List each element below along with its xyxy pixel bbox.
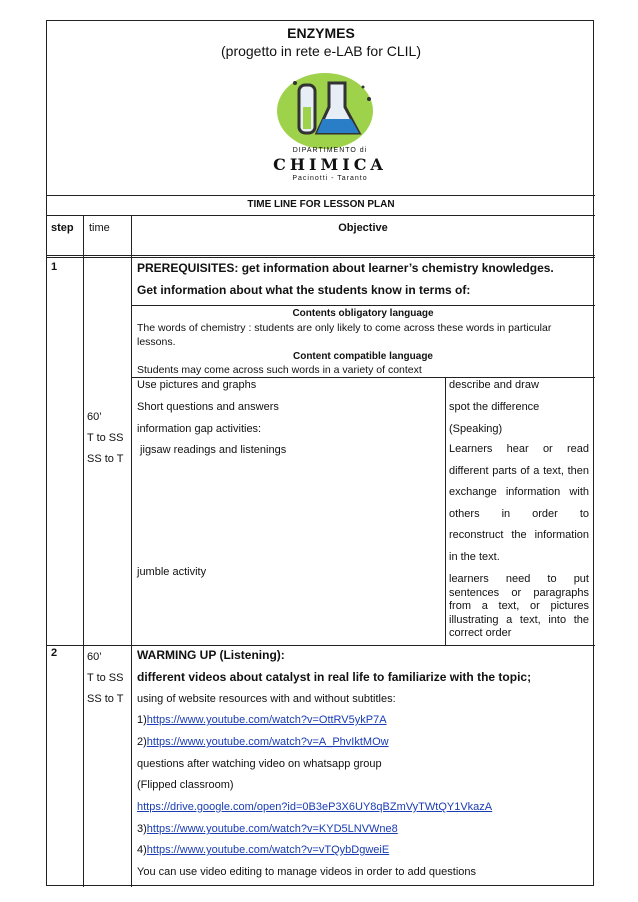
warming-up-subtitle: different videos about catalyst in real life to familiarize with the topic; (137, 670, 532, 684)
time-column-header: time (89, 222, 110, 234)
step-column-line (83, 215, 84, 887)
language-divider (131, 377, 595, 378)
drive-link[interactable]: https://drive.google.com/open?id=0B3eP3X6UY8qBZmVyTWtQY1VkazA (137, 801, 493, 813)
activity-jigsaw: jigsaw readings and listenings (137, 444, 287, 456)
row2-time-mode1: T to SS (87, 672, 124, 684)
activity-column-line (445, 377, 446, 645)
compatible-text: Students may come across such words in a variety of context (137, 364, 422, 376)
row2-step: 2 (51, 647, 58, 659)
desc-jumble: learners need to put sentences or paragraphs from a text, or pictures illustrating a text, into the correct order (449, 573, 589, 640)
row1-prereq (137, 261, 554, 275)
video-link-4-url[interactable]: https://www.youtube.com/watch?v=vTQybDgweiE (146, 844, 390, 856)
video-link-2 (137, 736, 389, 748)
video-link-2-prefix: 2) (137, 736, 147, 748)
video-link-1-prefix: 1) (137, 714, 147, 726)
row2-time (87, 647, 123, 710)
row1-time-mode2: SS to T (87, 453, 124, 465)
video-link-2-url[interactable]: https://www.youtube.com/watch?v=A_PhvIktMOw (146, 736, 389, 748)
logo-text-main: CHIMICA (273, 155, 387, 174)
header-divider (47, 195, 595, 196)
warming-up-intro: using of website resources with and without subtitles: (137, 693, 396, 705)
row-divider (47, 645, 595, 646)
after-video-text: questions after watching video on whatsapp group (137, 758, 382, 770)
row2-time-mode2: SS to T (87, 693, 124, 705)
columns-divider-double (47, 257, 595, 258)
desc-speaking: (Speaking) (449, 423, 503, 435)
video-link-4 (137, 844, 389, 856)
video-link-3 (137, 823, 398, 835)
desc-jigsaw: Learners hear or read different parts of a text, then exchange information with others in order to reconstruct the information in the text. (449, 443, 589, 563)
video-link-1 (137, 714, 387, 726)
obligatory-text: The words of chemistry : students are only likely to come across these words in particular lessons. (137, 322, 552, 348)
desc-draw: describe and draw (449, 379, 539, 391)
prereq-line2: Get information about what the students know in terms of: (137, 283, 471, 297)
logo-text-top: DIPARTIMENTO di (292, 147, 368, 154)
columns-divider (47, 255, 595, 256)
warming-up-title: WARMING UP (Listening): (137, 648, 285, 662)
row1-time-mode1: T to SS (87, 432, 124, 444)
video-link-1-url[interactable]: https://www.youtube.com/watch?v=OttRV5ykP7A (146, 714, 387, 726)
step-column-header: step (51, 222, 74, 234)
obligatory-title: Contents obligatory language (292, 308, 434, 319)
activity-jumble: jumble activity (137, 566, 207, 578)
video-link-3-prefix: 3) (137, 823, 147, 835)
video-link-4-prefix: 4) (137, 844, 147, 856)
activity-pictures: Use pictures and graphs (137, 379, 257, 391)
lesson-plan-page (46, 20, 594, 886)
activity-info-gap: information gap activities: (137, 423, 262, 435)
prereq-label: PREREQUISITES (137, 261, 235, 275)
row1-time-duration: 60’ (87, 411, 102, 423)
compatible-title: Content compatible language (292, 351, 433, 362)
document-subtitle: (progetto in rete e-LAB for CLIL) (221, 43, 421, 59)
plan-title-divider (47, 215, 595, 216)
plan-title: TIME LINE FOR LESSON PLAN (247, 199, 395, 210)
row2-time-duration: 60’ (87, 651, 102, 663)
flipped-classroom: (Flipped classroom) (137, 779, 234, 791)
activity-questions: Short questions and answers (137, 401, 279, 413)
prereq-text: : get information about learner’s chemistry knowledges. (234, 261, 554, 275)
document-title: ENZYMES (287, 25, 355, 41)
objective-column-header: Objective (338, 222, 388, 234)
video-editing-note: You can use video editing to manage videos in order to add questions (137, 866, 476, 878)
prereq-divider (131, 305, 595, 306)
row1-step: 1 (51, 261, 58, 273)
video-link-3-url[interactable]: https://www.youtube.com/watch?v=KYD5LNVWne8 (146, 823, 398, 835)
logo-text-bottom: Pacinotti - Taranto (292, 175, 368, 182)
desc-spot: spot the difference (449, 401, 540, 413)
row1-time (87, 407, 123, 470)
